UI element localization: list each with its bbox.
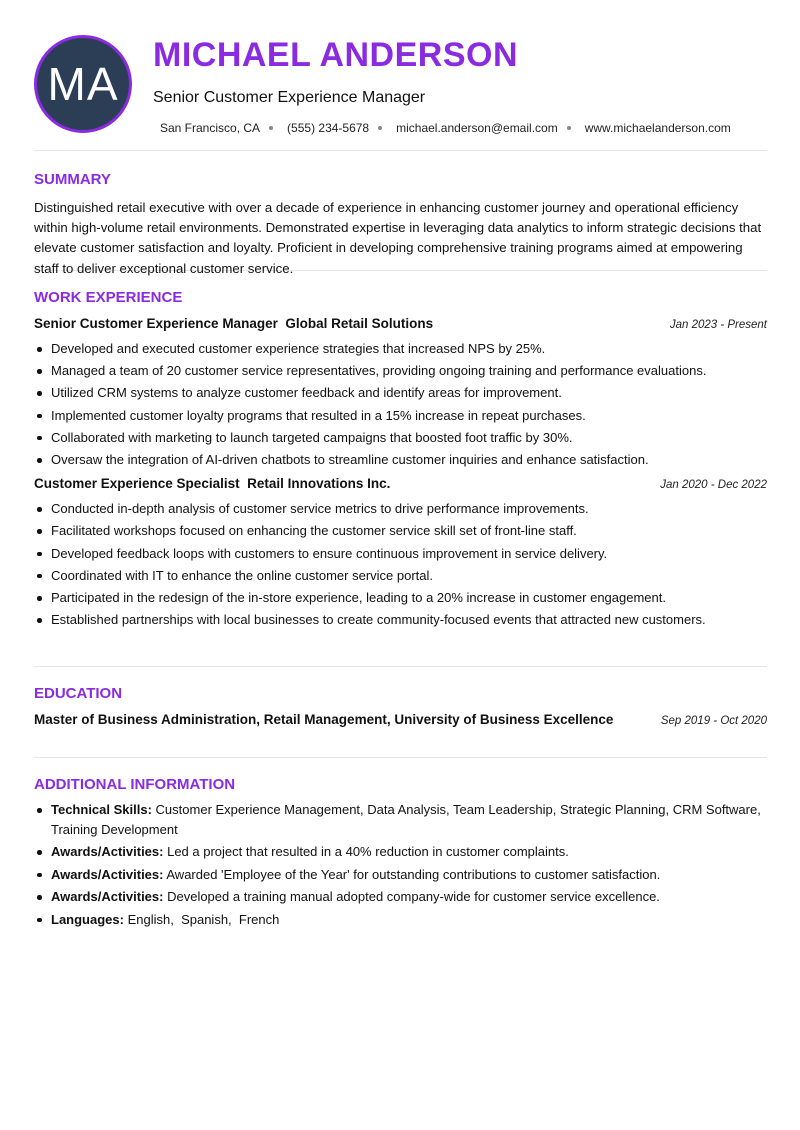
- work-experience-heading: WORK EXPERIENCE: [34, 289, 183, 306]
- separator-dot-icon: [269, 126, 273, 130]
- education-degree: Master of Business Administration, Retail Management, University of Business Excellence: [34, 712, 614, 727]
- job-bullets: [34, 338, 767, 471]
- resume-page: [34, 0, 767, 932]
- job-bullets: [34, 498, 767, 631]
- education-section: [34, 667, 767, 758]
- list-item: [34, 800, 767, 839]
- job-header: [34, 476, 767, 498]
- list-item: Coordinated with IT to enhance the online customer service portal.: [34, 565, 767, 587]
- item-label: Awards/Activities:: [51, 889, 164, 904]
- list-item: Participated in the redesign of the in-store experience, leading to a 20% increase in customer engagement.: [34, 587, 767, 609]
- item-label: Awards/Activities:: [51, 866, 164, 882]
- job-entry: [34, 316, 767, 471]
- job-title: Senior Customer Experience Manager: [34, 316, 278, 331]
- item-text: Led a project that resulted in a 40% reduction in customer complaints.: [167, 844, 569, 859]
- list-item: Established partnerships with local businesses to create community-focused events that attracted new customers.: [34, 609, 767, 631]
- list-item: [34, 842, 767, 862]
- item-text: Developed a training manual adopted company-wide for customer service excellence.: [167, 889, 660, 904]
- summary-heading: SUMMARY: [34, 171, 111, 188]
- list-item: [34, 865, 767, 885]
- list-item: [34, 887, 767, 907]
- list-item: Utilized CRM systems to analyze customer feedback and identify areas for improvement.: [34, 382, 767, 404]
- job-header: [34, 316, 767, 338]
- list-item: Conducted in-depth analysis of customer service metrics to drive performance improvements.: [34, 498, 767, 520]
- job-title-company: [34, 316, 433, 331]
- list-item: Facilitated workshops focused on enhancing the customer service skill set of front-line staff.: [34, 520, 767, 542]
- job-dates: Jan 2023 - Present: [669, 319, 767, 331]
- job-title-company: [34, 476, 390, 491]
- contact-info: [160, 121, 731, 135]
- contact-phone: (555) 234-5678: [287, 121, 370, 135]
- job-company: Global Retail Solutions: [285, 316, 434, 331]
- education-entry: [34, 712, 767, 727]
- additional-info-list: [34, 800, 767, 929]
- education-heading: EDUCATION: [34, 685, 123, 702]
- list-item: Developed feedback loops with customers to ensure continuous improvement in service delivery.: [34, 543, 767, 565]
- candidate-title: Senior Customer Experience Manager: [153, 89, 426, 106]
- separator-dot-icon: [567, 126, 571, 130]
- item-text: English, Spanish, French: [127, 911, 280, 927]
- contact-email[interactable]: michael.anderson@email.com: [396, 121, 558, 135]
- item-label: Awards/Activities:: [51, 844, 164, 859]
- work-experience-section: [34, 271, 767, 667]
- list-item: Collaborated with marketing to launch targeted campaigns that boosted foot traffic by 30%.: [34, 427, 767, 449]
- separator-dot-icon: [378, 126, 382, 130]
- education-dates: Sep 2019 - Oct 2020: [660, 715, 767, 727]
- job-dates: Jan 2020 - Dec 2022: [660, 479, 767, 492]
- candidate-name: MICHAEL ANDERSON: [153, 36, 519, 74]
- avatar-initials: MA: [47, 58, 119, 110]
- avatar: [34, 35, 132, 133]
- list-item: Developed and executed customer experience strategies that increased NPS by 25%.: [34, 338, 767, 360]
- summary-text: Distinguished retail executive with over a decade of experience in enhancing customer journey and operational efficiency within high-volume retail environments. Demonstrated expertise in leveraging data analytics to inform strategic decisions that elevate customer satisfaction and loyalty. Proficient in developing comprehensive training programs aimed at empowering staff to deliver exceptional customer service.: [34, 200, 762, 276]
- summary-section: [34, 151, 767, 276]
- job-title: Customer Experience Specialist: [34, 476, 240, 492]
- item-label: Languages:: [51, 911, 124, 927]
- item-label: Technical Skills:: [51, 802, 152, 817]
- list-item: Oversaw the integration of AI-driven chatbots to streamline customer inquiries and enhance satisfaction.: [34, 449, 767, 471]
- contact-location: San Francisco, CA: [160, 121, 261, 135]
- job-entry: [34, 476, 767, 631]
- list-item: [34, 910, 767, 930]
- contact-website[interactable]: www.michaelanderson.com: [584, 121, 731, 135]
- item-text: Awarded 'Employee of the Year' for outstanding contributions to customer satisfaction.: [166, 866, 661, 882]
- additional-info-section: [34, 758, 767, 929]
- list-item: Managed a team of 20 customer service representatives, providing ongoing training and performance evaluations.: [34, 360, 767, 382]
- item-text: Customer Experience Management, Data Analysis, Team Leadership, Strategic Planning, CRM Software, Training Development: [51, 802, 761, 837]
- resume-header: [34, 0, 767, 151]
- list-item: Implemented customer loyalty programs that resulted in a 15% increase in repeat purchases.: [34, 405, 767, 427]
- additional-info-heading: ADDITIONAL INFORMATION: [34, 776, 236, 793]
- job-company: Retail Innovations Inc.: [247, 476, 391, 492]
